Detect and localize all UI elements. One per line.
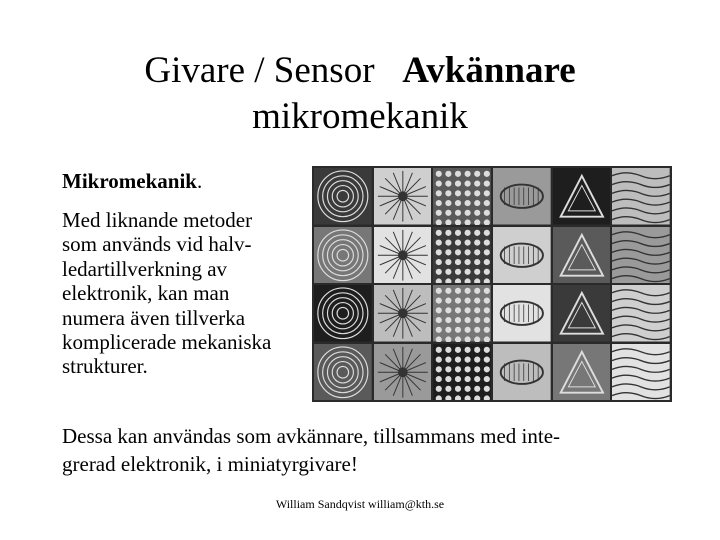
collage-tile xyxy=(553,227,611,284)
collage-tile xyxy=(374,227,432,284)
collage-tile xyxy=(433,227,491,284)
body-line: strukturer. xyxy=(62,354,148,379)
collage-tile xyxy=(612,285,670,342)
body-line: Med liknande metoder xyxy=(62,208,253,232)
section-heading-punct: . xyxy=(196,169,203,193)
title-line-2: mikromekanik xyxy=(252,96,468,137)
collage-tile xyxy=(493,344,551,401)
collage-tile xyxy=(374,344,432,401)
title-part-2: Avkännare xyxy=(402,50,576,91)
microstructure-photo-collage xyxy=(312,166,672,402)
slide-title xyxy=(0,48,720,140)
collage-tile xyxy=(553,344,611,401)
collage-tile xyxy=(433,168,491,225)
section-heading-bold: Mikromekanik xyxy=(62,169,197,193)
title-line-1 xyxy=(0,48,720,94)
title-part-1: Givare / Sensor xyxy=(144,50,375,91)
collage-tile xyxy=(553,285,611,342)
body-paragraph xyxy=(62,208,312,379)
collage-tile xyxy=(374,168,432,225)
collage-tile xyxy=(314,344,372,401)
closing-line: Dessa kan användas som avkännare, tillsammans med inte- xyxy=(62,424,561,448)
body-line: som används vid halv- xyxy=(62,232,252,257)
collage-tile xyxy=(433,285,491,342)
collage-tile xyxy=(493,285,551,342)
body-line: elektronik, kan man xyxy=(62,281,230,306)
body-line: komplicerade mekaniska xyxy=(62,330,272,355)
collage-tile xyxy=(612,227,670,284)
collage-tile xyxy=(433,344,491,401)
collage-tile xyxy=(612,168,670,225)
body-line: numera även tillverka xyxy=(62,305,246,330)
collage-tile xyxy=(314,285,372,342)
collage-tile xyxy=(374,285,432,342)
collage-tile xyxy=(612,344,670,401)
section-heading xyxy=(62,168,202,194)
collage-tile xyxy=(314,168,372,225)
closing-line: grerad elektronik, i miniatyrgivare! xyxy=(62,452,358,476)
footer-author: William Sandqvist william@kth.se xyxy=(275,497,445,511)
body-line: ledartillverkning av xyxy=(62,256,228,281)
collage-tile xyxy=(314,227,372,284)
closing-paragraph xyxy=(62,422,672,478)
collage-tile xyxy=(493,168,551,225)
collage-tile xyxy=(553,168,611,225)
collage-tile xyxy=(493,227,551,284)
